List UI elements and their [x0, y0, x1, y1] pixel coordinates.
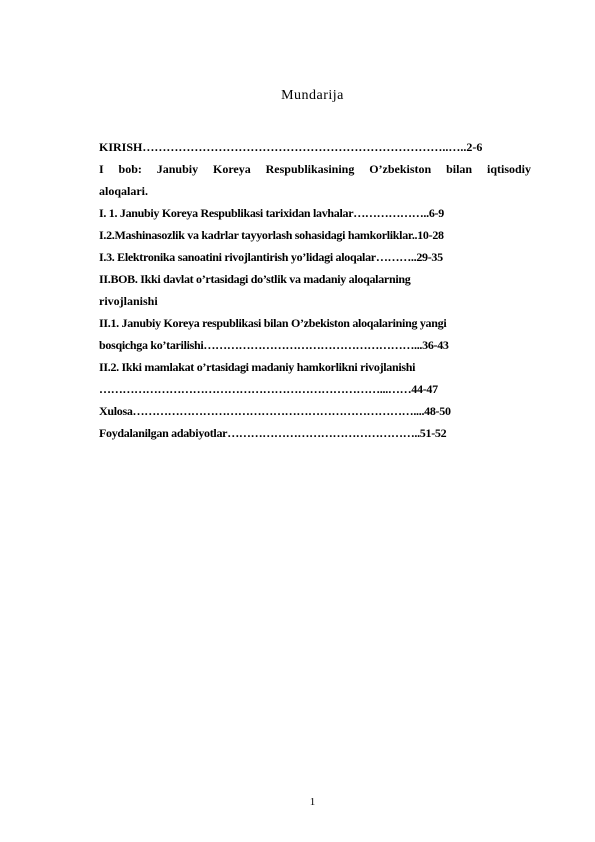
toc-entry-chapter-1-title-cont: aloqalari. [99, 184, 149, 198]
toc-entry-section-2-1: II.1. Janubiy Koreya respublikasi bilan O’zbekiston aloqalarining yangi [99, 316, 447, 330]
toc-entry-chapter-1-title: I bob: Janubiy Koreya Respublikasining O’zbekiston bilan iqtisodiy [99, 162, 531, 176]
page-number: 1 [309, 796, 316, 808]
toc-entry-section-2-2-cont: ………………………………………………………………...……44-47 [99, 382, 438, 396]
page-title: Mundarija [281, 88, 344, 103]
toc-entry-references: Foydalanilgan adabiyotlar…………………………………………..51-52 [99, 426, 447, 440]
toc-entry-chapter-2-title: II.BOB. Ikki davlat o’rtasidagi do’stlik va madaniy aloqalarning [99, 272, 411, 286]
toc-entry-section-1-2: I.2.Mashinasozlik va kadrlar tayyorlash sohasidagi hamkorliklar..10-28 [99, 228, 444, 242]
toc-entry-conclusion: Xulosa………………………………………………………………....48-50 [99, 404, 451, 418]
toc-entry-chapter-2-title-cont: rivojlanishi [99, 294, 158, 308]
toc-entry-section-2-1-cont: bosqichga ko’tarilishi………………………………………………...36-43 [99, 338, 449, 352]
table-of-contents [99, 136, 531, 444]
toc-entry-section-2-2: II.2. Ikki mamlakat o’rtasidagi madaniy hamkorlikni rivojlanishi [99, 360, 416, 374]
toc-entry-section-1-1: I. 1. Janubiy Koreya Respublikasi tarixidan lavhalar………………..6-9 [99, 206, 444, 220]
toc-entry-section-1-3: I.3. Elektronika sanoatini rivojlantirish yo’lidagi aloqalar………..29-35 [99, 250, 443, 264]
toc-entry-intro: KIRISH…………………………………………………………………..…..2-6 [99, 140, 483, 154]
